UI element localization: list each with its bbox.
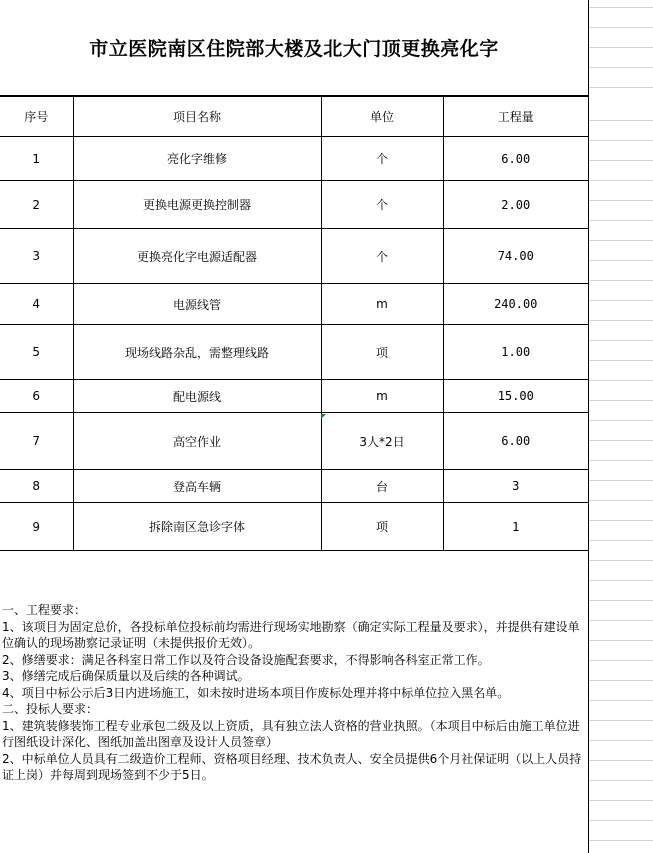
cell-unit[interactable]: m — [321, 284, 443, 325]
cell-name[interactable]: 配电源线 — [73, 380, 321, 413]
cell-qty[interactable]: 6.00 — [443, 137, 588, 181]
table-row — [0, 503, 588, 551]
cell-qty[interactable]: 15.00 — [443, 380, 588, 413]
table-row — [0, 137, 588, 181]
cell-no[interactable]: 9 — [0, 503, 73, 551]
table-row — [0, 229, 588, 284]
cell-name[interactable]: 高空作业 — [73, 413, 321, 470]
cell-qty[interactable]: 6.00 — [443, 413, 588, 470]
column-header-qty[interactable]: 工程量 — [443, 97, 588, 137]
note-line: 3、修缮完成后确保质量以及后续的各种调试。 — [2, 669, 250, 683]
table-row — [0, 325, 588, 380]
cell-no[interactable]: 5 — [0, 325, 73, 380]
cell-unit[interactable]: 项 — [321, 503, 443, 551]
table-row — [0, 470, 588, 503]
cell-unit[interactable]: 3人*2日 — [321, 413, 443, 470]
cell-name[interactable]: 更换电源更换控制器 — [73, 181, 321, 229]
table-row — [0, 284, 588, 325]
cell-unit[interactable]: m — [321, 380, 443, 413]
requirements-notes[interactable] — [2, 602, 586, 784]
table-row — [0, 380, 588, 413]
note-line: 1、该项目为固定总价，各投标单位投标前均需进行现场实地勘察（确定实际工程量及要求），并提供有建设单位确认的现场勘察记录证明（未提供报价无效）。 — [2, 619, 580, 650]
column-header-name[interactable]: 项目名称 — [73, 97, 321, 137]
column-header-unit[interactable]: 单位 — [321, 97, 443, 137]
cell-name[interactable]: 登高车辆 — [73, 470, 321, 503]
cell-unit[interactable]: 个 — [321, 181, 443, 229]
section-heading-engineering: 一、工程要求： — [2, 603, 87, 617]
column-header-no[interactable]: 序号 — [0, 97, 73, 137]
table-header-row — [0, 97, 588, 137]
cell-name[interactable]: 拆除南区急诊字体 — [73, 503, 321, 551]
project-table — [0, 96, 588, 551]
cell-no[interactable]: 4 — [0, 284, 73, 325]
cell-no[interactable]: 6 — [0, 380, 73, 413]
cell-name[interactable]: 更换亮化字电源适配器 — [73, 229, 321, 284]
document-title: 市立医院南区住院部大楼及北大门顶更换亮化字 — [0, 0, 588, 96]
cell-no[interactable]: 2 — [0, 181, 73, 229]
cell-no[interactable]: 1 — [0, 137, 73, 181]
cell-name[interactable]: 现场线路杂乱，需整理线路 — [73, 325, 321, 380]
spreadsheet-gridlines — [589, 0, 653, 853]
note-line: 1、建筑装修装饰工程专业承包二级及以上资质，具有独立法人资格的营业执照。（本项目中标后由施工单位进行图纸设计深化、图纸加盖出图章及设计人员签章） — [2, 718, 580, 749]
note-line: 4、项目中标公示后3日内进场施工，如未按时进场本项目作废标处理并将中标单位拉入黑名单。 — [2, 685, 510, 700]
cell-qty[interactable]: 1.00 — [443, 325, 588, 380]
cell-name[interactable]: 亮化字维修 — [73, 137, 321, 181]
cell-no[interactable]: 3 — [0, 229, 73, 284]
cell-qty[interactable]: 3 — [443, 470, 588, 503]
section-heading-bidder: 二、投标人要求： — [2, 702, 99, 716]
note-line: 2、中标单位人员具有二级造价工程师、资格项目经理、技术负责人、安全员提供6个月社保证明（以上人员持证上岗）并每周到现场签到不少于5日。 — [2, 751, 582, 782]
cell-no[interactable]: 7 — [0, 413, 73, 470]
note-line: 2、修缮要求：满足各科室日常工作以及符合设备设施配套要求，不得影响各科室正常工作。 — [2, 652, 490, 667]
cell-qty[interactable]: 2.00 — [443, 181, 588, 229]
cell-comment-marker — [321, 414, 326, 419]
cell-qty[interactable]: 74.00 — [443, 229, 588, 284]
cell-unit[interactable]: 台 — [321, 470, 443, 503]
cell-no[interactable]: 8 — [0, 470, 73, 503]
cell-qty[interactable]: 1 — [443, 503, 588, 551]
cell-unit[interactable]: 个 — [321, 229, 443, 284]
table-row — [0, 181, 588, 229]
cell-qty[interactable]: 240.00 — [443, 284, 588, 325]
table-row — [0, 413, 588, 470]
cell-unit[interactable]: 项 — [321, 325, 443, 380]
cell-unit[interactable]: 个 — [321, 137, 443, 181]
cell-name[interactable]: 电源线管 — [73, 284, 321, 325]
